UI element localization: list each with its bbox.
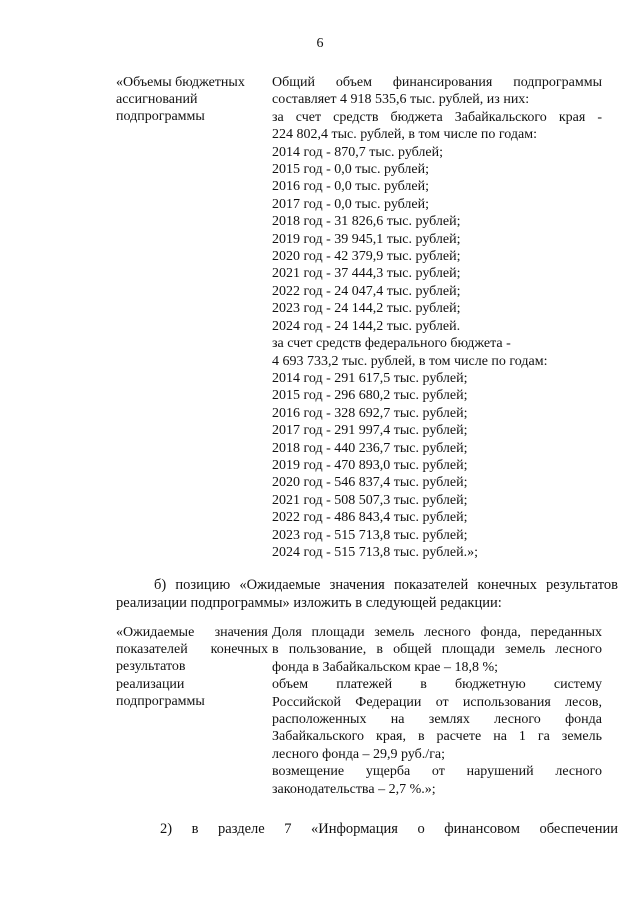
section1-line: 2019 год - 470 893,0 тыс. рублей; (272, 457, 468, 473)
section2-line: законодательства – 2,7 %.»; (272, 781, 436, 797)
paragraph-b-line1: б) позицию «Ожидаемые значения показателей конечных результатов (154, 577, 618, 593)
section2-line: возмещение ущерба от нарушений лесного (272, 764, 602, 780)
paragraph-b-line2: реализации подпрограммы» изложить в следующей редакции: (116, 595, 502, 611)
section1-line: 224 802,4 тыс. рублей, в том числе по годам: (272, 127, 537, 143)
section1-label (116, 74, 266, 125)
section1-content (272, 74, 602, 561)
section2-label-line: «Ожидаемые значения (116, 625, 268, 640)
section2-label-line: подпрограммы (116, 693, 205, 709)
section2-line: Доля площади земель лесного фонда, переданных (272, 625, 602, 640)
section2-label-line: результатов (116, 659, 186, 675)
section1-line: за счет средств федерального бюджета - (272, 336, 511, 352)
section2-line: фонда в Забайкальском крае – 18,8 %; (272, 659, 499, 675)
section2-line: Российской Федерации от использования лесов, (272, 694, 602, 710)
section1-line: 2021 год - 508 507,3 тыс. рублей; (272, 492, 468, 508)
section2-line: Забайкальского края, в расчете на 1 га земель (272, 729, 602, 745)
section1-line: 2024 год - 515 713,8 тыс. рублей.»; (272, 544, 479, 560)
page-number: 6 (316, 36, 324, 51)
bottom-word: 2) (160, 821, 173, 837)
bottom-word: о (417, 821, 425, 837)
section1-line: 2017 год - 291 997,4 тыс. рублей; (272, 423, 468, 439)
section1-label-line: подпрограммы (116, 109, 205, 124)
section1-line: 2016 год - 328 692,7 тыс. рублей; (272, 405, 468, 421)
section2-label (116, 624, 268, 710)
section1-line: 2016 год - 0,0 тыс. рублей; (272, 179, 430, 195)
section1-line: 2018 год - 31 826,6 тыс. рублей; (272, 214, 461, 230)
section1-line: составляет 4 918 535,6 тыс. рублей, из них: (272, 92, 530, 108)
section1-line: 2014 год - 291 617,5 тыс. рублей; (272, 370, 468, 386)
section1-line: 2015 год - 296 680,2 тыс. рублей; (272, 388, 468, 404)
bottom-paragraph (160, 820, 618, 838)
bottom-word: разделе (218, 821, 265, 837)
section1-line: 2020 год - 42 379,9 тыс. рублей; (272, 249, 461, 265)
section1-label-line: «Объемы бюджетных (116, 75, 245, 90)
section2-label-line: показателей конечных (116, 642, 268, 658)
section1-line: 2024 год - 24 144,2 тыс. рублей. (272, 318, 461, 334)
section2-label-line: реализации (116, 676, 185, 692)
section2-line: объем платежей в бюджетную систему (272, 677, 602, 693)
section1-line: 2014 год - 870,7 тыс. рублей; (272, 144, 444, 160)
bottom-word: 7 (284, 821, 292, 837)
section1-line: Общий объем финансирования подпрограммы (272, 75, 602, 90)
section2-line: лесного фонда – 29,9 руб./га; (272, 746, 446, 762)
bottom-word: «Информация (311, 821, 398, 837)
section1-line: 2023 год - 24 144,2 тыс. рублей; (272, 301, 461, 317)
section1-line: 2022 год - 24 047,4 тыс. рублей; (272, 283, 461, 299)
section1-line: 2019 год - 39 945,1 тыс. рублей; (272, 231, 461, 247)
section1-line: 2017 год - 0,0 тыс. рублей; (272, 196, 430, 212)
section1-label-line: ассигнований (116, 92, 198, 107)
bottom-word: обеспечении (539, 821, 618, 837)
section2-content (272, 624, 602, 798)
section1-line: 2023 год - 515 713,8 тыс. рублей; (272, 527, 468, 543)
bottom-word: в (191, 821, 199, 837)
section2-line: в пользование, в общей площади земель лесного (272, 642, 602, 658)
section1-line: 2015 год - 0,0 тыс. рублей; (272, 162, 430, 178)
section1-line: за счет средств бюджета Забайкальского края - (272, 109, 602, 125)
section1-line: 2022 год - 486 843,4 тыс. рублей; (272, 510, 468, 526)
bottom-word: финансовом (444, 821, 520, 837)
section1-line: 4 693 733,2 тыс. рублей, в том числе по годам: (272, 353, 548, 369)
section1-line: 2018 год - 440 236,7 тыс. рублей; (272, 440, 468, 456)
section1-line: 2021 год - 37 444,3 тыс. рублей; (272, 266, 461, 282)
paragraph-b (116, 576, 618, 612)
section2-line: расположенных на землях лесного фонда (272, 712, 602, 728)
section1-line: 2020 год - 546 837,4 тыс. рублей; (272, 475, 468, 491)
